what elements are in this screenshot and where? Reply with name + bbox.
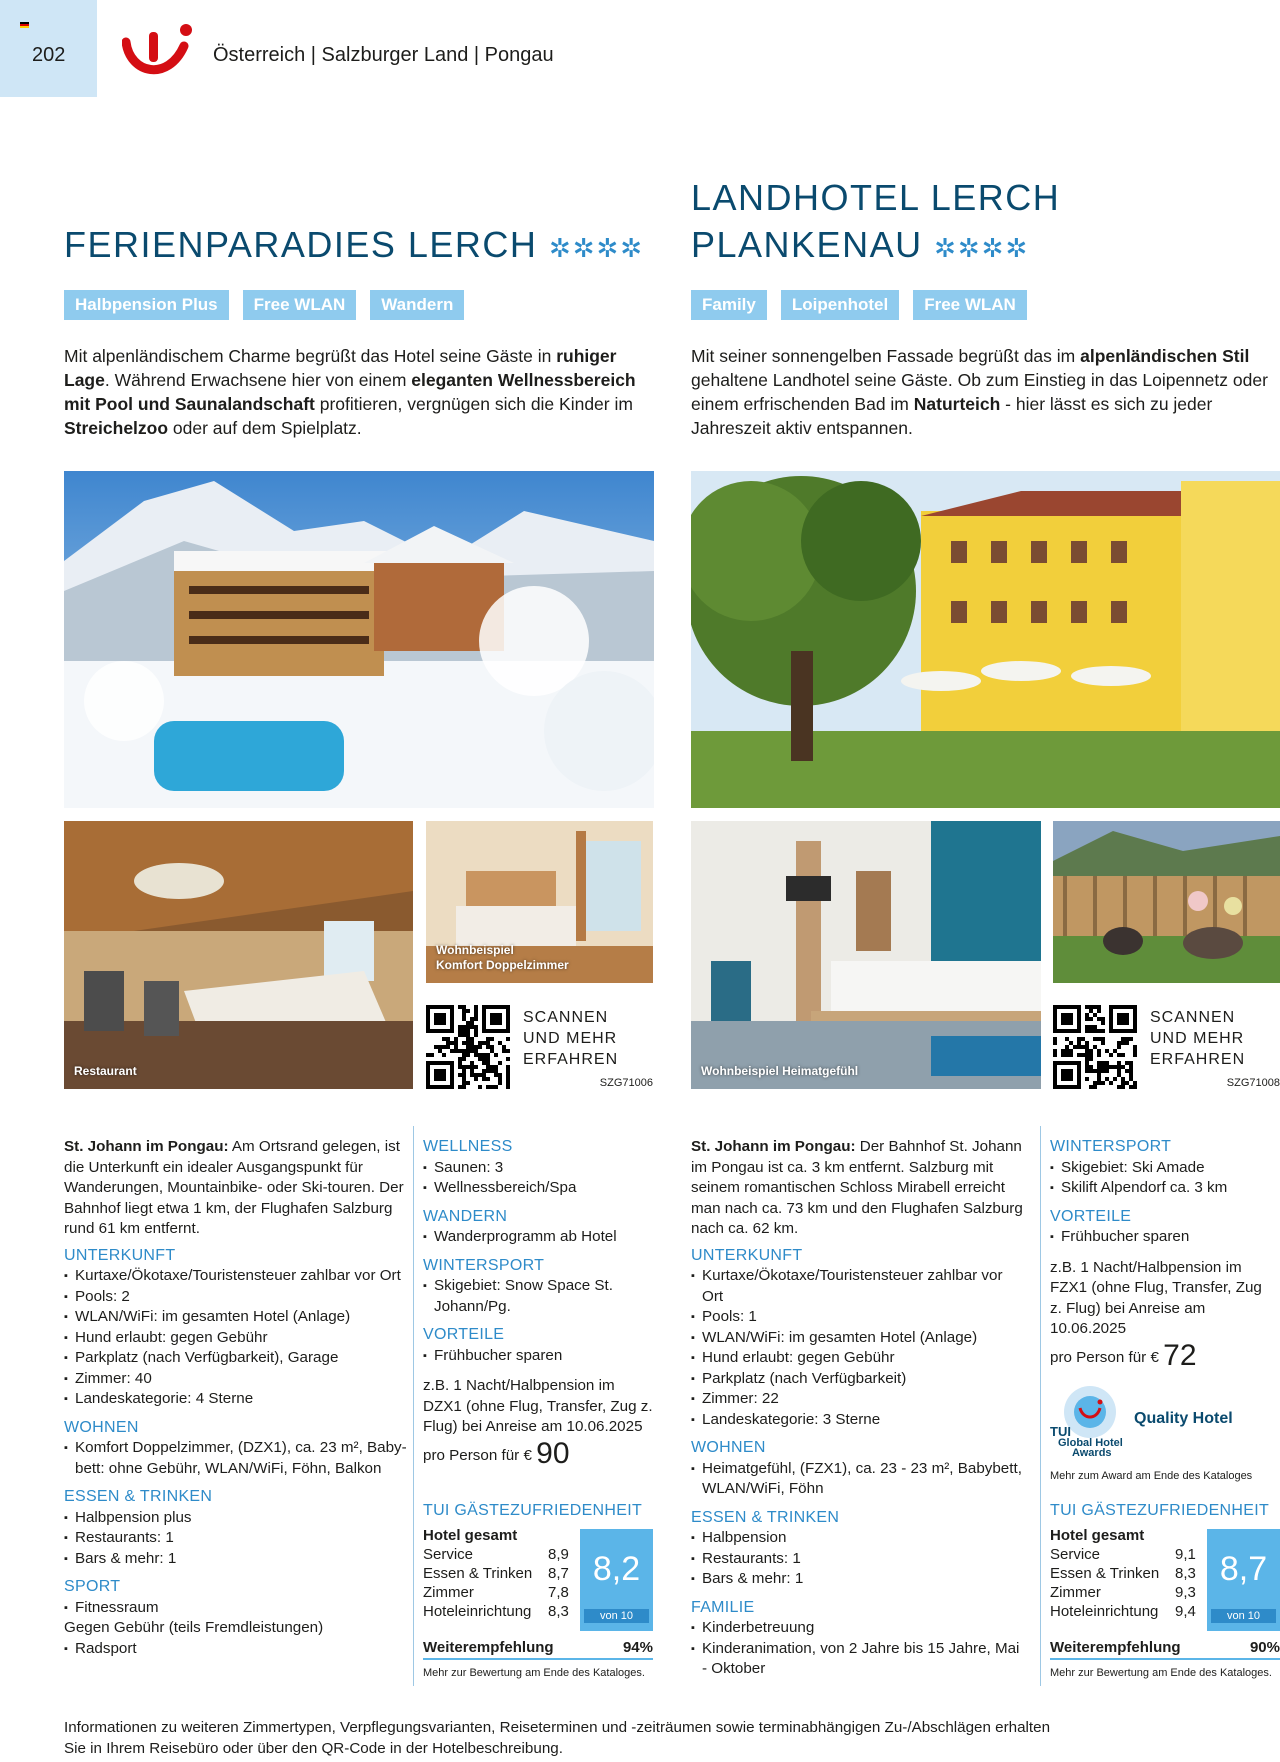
rating-overall-label: Hotel gesamt (1050, 1527, 1145, 1544)
qr-text-line: ERFAHREN (523, 1051, 619, 1068)
award-name-line: Awards (1072, 1447, 1112, 1459)
feature-item: ▪ Pools: 1 (691, 1307, 1027, 1328)
qr-call-to-action (1150, 1007, 1245, 1070)
hotel-code: SZG71006 (599, 1077, 653, 1089)
intro-text: oder auf dem Spielplatz. (168, 418, 362, 438)
score-scale: von 10 (584, 1609, 649, 1623)
guest-rating (1050, 1502, 1280, 1682)
section-title: WANDERN (423, 1207, 508, 1225)
offer-text: z.B. 1 Nacht/Halbpension im DZX1 (ohne Flug, Transfer, Zug z. Flug) bei Anreise am 10.06.2025 (423, 1377, 653, 1435)
qr-code-icon[interactable] (426, 1005, 510, 1089)
hotel-title-text: FERIENPARADIES LERCH (64, 224, 538, 265)
hotel-intro (691, 344, 1271, 440)
section-title: WINTERSPORT (1050, 1138, 1172, 1155)
feature-item: ▪ Zimmer: 40 (64, 1369, 410, 1390)
feature-item: ▪ Komfort Doppelzimmer, (DZX1), ca. 23 m², Baby-bett: ohne Gebühr, WLAN/WiFi, Föhn, Balkon (64, 1438, 410, 1479)
feature-item: ▪ Kinderanimation, von 2 Jahre bis 15 Jahre, Mai - Oktober (691, 1639, 1027, 1680)
feature-item: Gegen Gebühr (teils Fremdleistungen) (64, 1619, 324, 1636)
intro-text: Naturteich (913, 394, 1001, 414)
intro-text: Mit alpenländischem Charme begrüßt das Hotel seine Gäste in (64, 346, 557, 366)
hotel-details-column (423, 1137, 653, 1470)
award-name (1050, 1426, 1123, 1458)
feature-list (423, 1227, 653, 1248)
rating-overall-label: Hotel gesamt (423, 1527, 518, 1544)
section-title: WOHNEN (64, 1418, 139, 1436)
hotel-details-column (64, 1137, 410, 1659)
feature-item: ▪ Kurtaxe/Ökotaxe/Touristensteuer zahlbar vor Ort (691, 1266, 1027, 1307)
feature-list (64, 1266, 410, 1410)
feature-list (1050, 1158, 1276, 1199)
feature-item: ▪ Frühbucher sparen (423, 1346, 653, 1367)
feature-item: ▪ Restaurants: 1 (64, 1528, 410, 1549)
hotel-title (691, 174, 1060, 272)
hotel-main-photo (691, 471, 1280, 808)
price-line (423, 1436, 653, 1470)
hotel-details-column (1050, 1137, 1276, 1372)
photo-caption: Wohnbeispiel Komfort Doppelzimmer (436, 943, 569, 972)
section-title: VORTEILE (423, 1326, 505, 1343)
hotel-code: SZG71008 (1226, 1077, 1280, 1089)
photo-caption: Restaurant (74, 1064, 137, 1078)
section-title: SPORT (64, 1578, 121, 1595)
rating-category: Essen & Trinken (423, 1565, 533, 1582)
section-title: ESSEN & TRINKEN (64, 1488, 213, 1505)
feature-item: ▪ Heimatgefühl, (FZX1), ca. 23 - 23 m², Babybett, WLAN/WiFi, Föhn (691, 1459, 1027, 1500)
feature-item: ▪ Landeskategorie: 3 Sterne (691, 1410, 1027, 1431)
section-title: WELLNESS (423, 1138, 513, 1155)
intro-text: Streichelzoo (64, 418, 169, 438)
feature-list (423, 1346, 653, 1367)
recommendation-label: Weiterempfehlung (1050, 1639, 1181, 1656)
rating-note: Mehr zur Bewertung am Ende des Kataloges. (423, 1667, 645, 1679)
quality-hotel-award (1050, 1380, 1276, 1490)
rating-category: Service (423, 1546, 474, 1563)
recommendation-label: Weiterempfehlung (423, 1639, 554, 1656)
feature-item: ▪ Bars & mehr: 1 (691, 1569, 1027, 1590)
location-text: Der Bahnhof St. Johann im Pongau ist ca. 3 km entfernt. Salzburg mit seinem romantischen Schloss Mirabell erreicht man nach ca. 73 km und den Flughafen Salzburg nach ca. 62 km. (691, 1138, 1023, 1237)
star-rating-icon: ✲✲✲✲ (548, 233, 645, 263)
feature-item: ▪ Hund erlaubt: gegen Gebühr (691, 1348, 1027, 1369)
award-name-line: TUI (1050, 1424, 1071, 1439)
tag: Loipenhotel (781, 290, 899, 320)
restaurant-photo (64, 821, 413, 1089)
qr-call-to-action (523, 1007, 618, 1070)
hotel-details-column (691, 1137, 1027, 1680)
rating-category: Zimmer (1050, 1584, 1101, 1601)
tui-logo-icon (122, 22, 194, 80)
rating-value: 8,9 (548, 1546, 569, 1563)
recommendation (1050, 1639, 1280, 1660)
feature-item: ▪ Bars & mehr: 1 (64, 1549, 410, 1570)
price-label: pro Person für € (423, 1446, 532, 1464)
qr-text-line: SCANNEN (523, 1009, 609, 1026)
feature-item: ▪ Parkplatz (nach Verfügbarkeit) (691, 1369, 1027, 1390)
location-text: Am Ortsrand gelegen, ist die Unterkunft ein idealer Ausgangspunkt für Wanderungen, Mountainbike- oder Ski-touren. Der Bahnhof liegt etwa 1 km, der Flughafen Salzburg rund 61 km entfernt. (64, 1138, 404, 1237)
feature-list (1050, 1227, 1276, 1248)
rating-category: Hoteleinrichtung (423, 1603, 532, 1620)
feature-item: ▪ Halbpension plus (64, 1508, 410, 1529)
tag: Free WLAN (243, 290, 357, 320)
qr-text-line: UND MEHR (523, 1030, 618, 1047)
hotel-main-photo (64, 471, 654, 808)
intro-text: profitieren, vergnügen sich die Kinder im (314, 394, 633, 414)
qr-text-line: SCANNEN (1150, 1009, 1236, 1026)
qr-block (426, 1005, 653, 1091)
column-divider (413, 1126, 414, 1686)
price-label: pro Person für € (1050, 1348, 1159, 1366)
location-name: St. Johann im Pongau: (691, 1138, 856, 1155)
intro-text: alpenländischen Stil (1080, 346, 1250, 366)
room-photo (691, 821, 1041, 1089)
feature-list (64, 1598, 410, 1660)
rating-value: 7,8 (548, 1584, 569, 1601)
section-title: UNTERKUNFT (691, 1246, 803, 1264)
qr-text-line: UND MEHR (1150, 1030, 1245, 1047)
feature-item: ▪ Wanderprogramm ab Hotel (423, 1227, 653, 1248)
page-number: 202 (32, 44, 66, 66)
intro-text: eleganten Wellnessbereich mit Pool und Saunalandschaft (64, 370, 636, 414)
feature-list (64, 1508, 410, 1570)
feature-list (691, 1528, 1027, 1590)
qr-code-icon[interactable] (1053, 1005, 1137, 1089)
intro-text: ruhiger Lage (64, 346, 617, 390)
feature-item: ▪ Skilift Alpendorf ca. 3 km (1050, 1178, 1276, 1199)
rating-note: Mehr zur Bewertung am Ende des Kataloges. (1050, 1667, 1272, 1679)
rating-value: 8,3 (1175, 1565, 1196, 1582)
recommendation-value: 94% (622, 1639, 653, 1656)
footer-note: Informationen zu weiteren Zimmertypen, Verpflegungsvarianten, Reiseterminen und -zeiträumen sowie terminabhängigen Zu-/Abschlägen erhalten Sie in Ihrem Reisebüro oder über den QR-Code in der Hotelbeschreibung. (64, 1719, 1051, 1757)
offer-text: z.B. 1 Nacht/Halbpension im FZX1 (ohne Flug, Transfer, Zug z. Flug) bei Anreise am 10.06.2025 (1050, 1258, 1262, 1337)
intro-text: Mit seiner sonnengelben Fassade begrüßt das im (691, 346, 1081, 366)
overall-score: 8,2 (592, 1550, 641, 1588)
rating-table (1050, 1526, 1205, 1621)
tag: Free WLAN (913, 290, 1027, 320)
rating-category: Zimmer (423, 1584, 474, 1601)
feature-item: ▪ Fitnessraum (64, 1598, 410, 1619)
feature-list (423, 1158, 653, 1199)
rating-table (423, 1526, 578, 1621)
tag: Wandern (370, 290, 464, 320)
photo-caption: Wohnbeispiel Heimatgefühl (701, 1064, 859, 1078)
intro-text: - hier lässt es sich zu jeder Jahreszeit aktiv entspannen. (691, 394, 1213, 438)
feature-item: ▪ Zimmer: 22 (691, 1389, 1027, 1410)
page-number-tab (0, 0, 97, 97)
price-value: 72 (1163, 1338, 1197, 1372)
feature-list (691, 1266, 1027, 1430)
award-note: Mehr zum Award am Ende des Kataloges (1050, 1470, 1253, 1482)
rating-title: TUI GÄSTEZUFRIEDENHEIT (1050, 1502, 1270, 1519)
price-line (1050, 1338, 1276, 1372)
feature-item: ▪ Hund erlaubt: gegen Gebühr (64, 1328, 410, 1349)
feature-item: ▪ Radsport (64, 1639, 410, 1660)
location-summary (64, 1137, 410, 1240)
hotel-intro (64, 344, 636, 440)
overall-score: 8,7 (1219, 1550, 1268, 1588)
award-label: Quality Hotel (1134, 1410, 1233, 1427)
feature-item: ▪ Skigebiet: Ski Amade (1050, 1158, 1276, 1179)
breadcrumb: Österreich | Salzburger Land | Pongau (213, 44, 554, 66)
petting-zoo-photo (1053, 821, 1280, 983)
feature-list (423, 1276, 653, 1317)
tag: Family (691, 290, 767, 320)
section-title: ESSEN & TRINKEN (691, 1508, 840, 1526)
recommendation-value: 90% (1249, 1639, 1280, 1656)
feature-list (691, 1618, 1027, 1680)
rating-category: Hoteleinrichtung (1050, 1603, 1159, 1620)
star-rating-icon: ✲✲✲✲ (934, 233, 1030, 263)
hotel-title-text: LANDHOTEL LERCH (691, 177, 1061, 218)
feature-item: ▪ Saunen: 3 (423, 1158, 653, 1179)
feature-item: ▪ Kinderbetreuung (691, 1618, 1027, 1639)
rating-value: 9,1 (1175, 1546, 1196, 1563)
section-title: WOHNEN (691, 1439, 766, 1456)
intro-text: gehaltene Landhotel seine Gäste. Ob zum Einstieg in das Loipennetz oder einem erfrischenden Bad im (691, 370, 1268, 414)
feature-item: ▪ WLAN/WiFi: im gesamten Hotel (Anlage) (64, 1307, 410, 1328)
overall-score-box (1207, 1529, 1280, 1631)
location-summary (691, 1137, 1027, 1240)
column-divider (1040, 1126, 1041, 1686)
rating-category: Service (1050, 1546, 1101, 1563)
rating-value: 9,3 (1175, 1584, 1196, 1601)
overall-score-box (580, 1529, 653, 1631)
tag: Halbpension Plus (64, 290, 229, 320)
rating-value: 9,4 (1175, 1603, 1196, 1620)
rating-value: 8,7 (548, 1565, 569, 1582)
qr-block (1053, 1005, 1280, 1091)
score-scale: von 10 (1211, 1609, 1276, 1623)
price-value: 90 (536, 1436, 570, 1470)
rating-value: 8,3 (548, 1603, 569, 1620)
guest-rating (423, 1502, 653, 1682)
section-title: WINTERSPORT (423, 1256, 545, 1274)
feature-list (691, 1459, 1027, 1500)
tag-list (64, 290, 464, 320)
section-title: UNTERKUNFT (64, 1246, 176, 1264)
rating-category: Essen & Trinken (1050, 1565, 1160, 1582)
room-photo (426, 821, 653, 983)
hotel-title-text: PLANKENAU (691, 224, 923, 265)
feature-item: ▪ Pools: 2 (64, 1287, 410, 1308)
german-flag-icon (20, 22, 29, 28)
feature-item: ▪ Landeskategorie: 4 Sterne (64, 1389, 410, 1410)
rating-title: TUI GÄSTEZUFRIEDENHEIT (423, 1502, 643, 1519)
feature-item: ▪ Parkplatz (nach Verfügbarkeit), Garage (64, 1348, 410, 1369)
award-name-line: Global Hotel (1058, 1437, 1123, 1449)
section-title: FAMILIE (691, 1598, 755, 1616)
feature-item: ▪ Restaurants: 1 (691, 1549, 1027, 1570)
intro-text: . Während Erwachsene hier von einem (104, 370, 412, 390)
tag-list (691, 290, 1027, 320)
feature-item: ▪ WLAN/WiFi: im gesamten Hotel (Anlage) (691, 1328, 1027, 1349)
feature-item: ▪ Halbpension (691, 1528, 1027, 1549)
feature-item: ▪ Skigebiet: Snow Space St. Johann/Pg. (423, 1276, 653, 1317)
section-title: VORTEILE (1050, 1207, 1132, 1225)
qr-text-line: ERFAHREN (1150, 1051, 1246, 1068)
recommendation (423, 1639, 653, 1660)
feature-item: ▪ Frühbucher sparen (1050, 1227, 1276, 1248)
feature-item: ▪ Wellnessbereich/Spa (423, 1178, 653, 1199)
feature-item: ▪ Kurtaxe/Ökotaxe/Touristensteuer zahlbar vor Ort (64, 1266, 410, 1287)
hotel-title (64, 221, 644, 272)
feature-list (64, 1438, 410, 1479)
location-name: St. Johann im Pongau: (64, 1138, 229, 1155)
